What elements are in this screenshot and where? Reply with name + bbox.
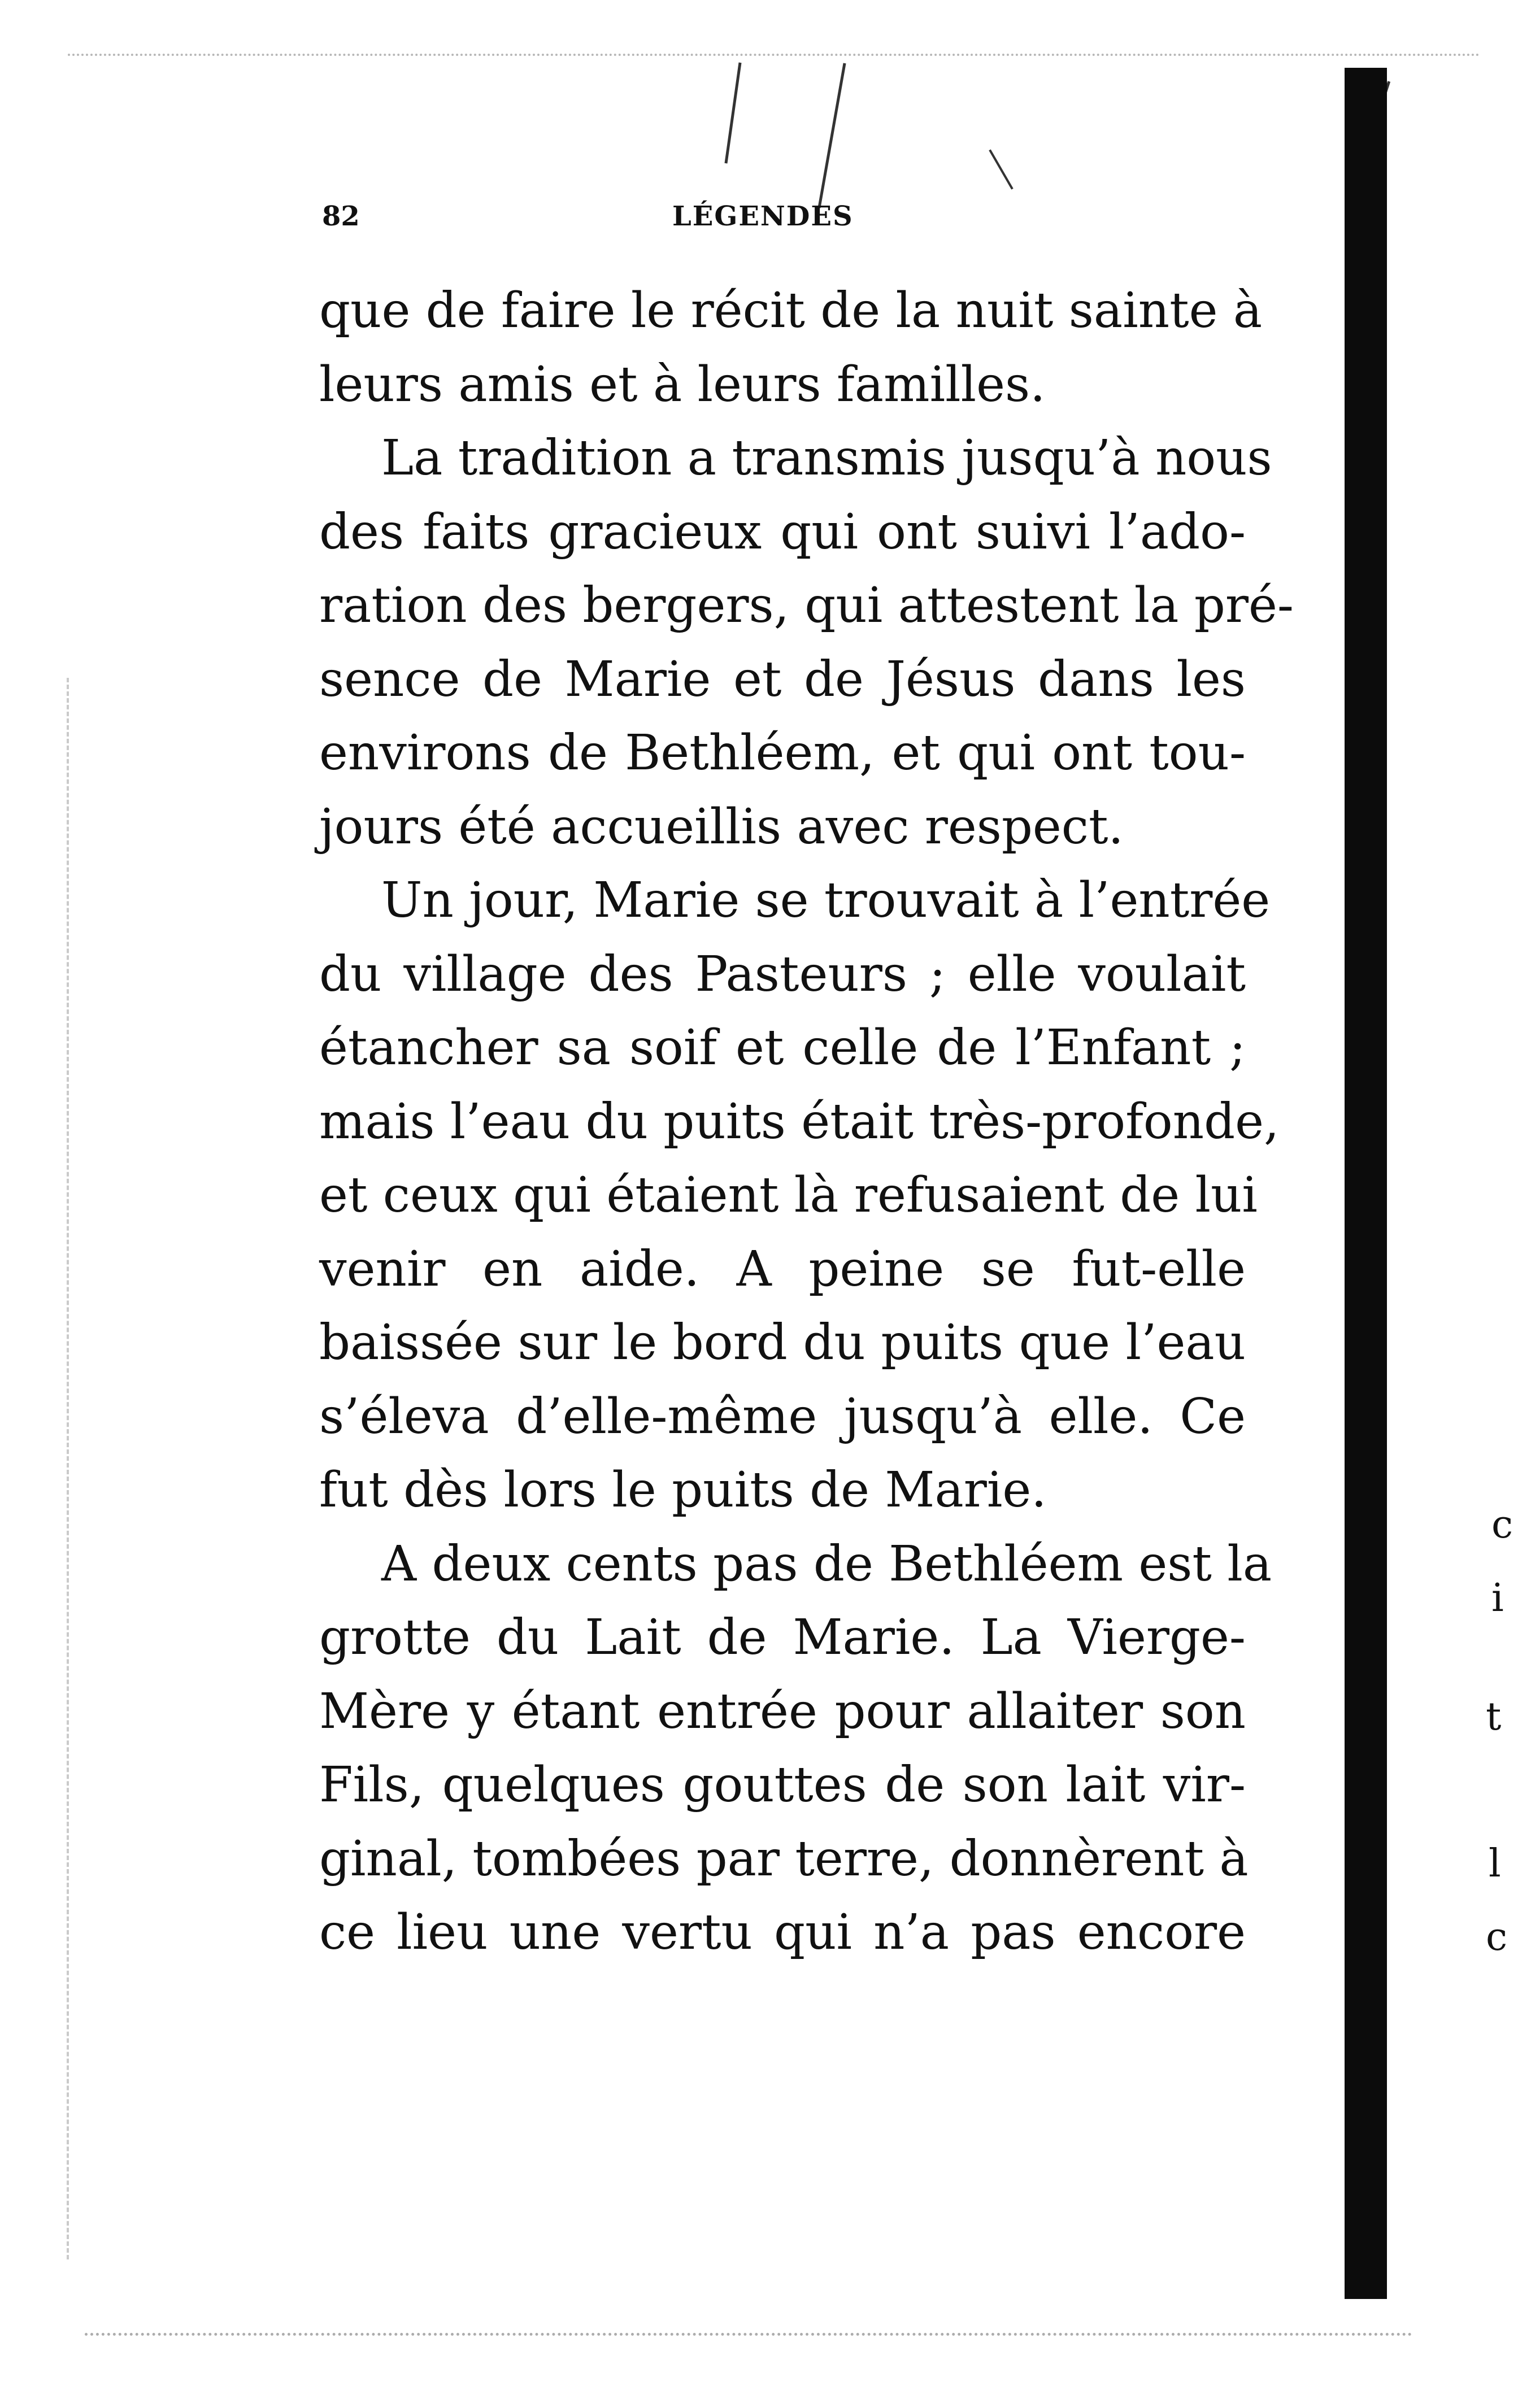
body-text: [319, 274, 1294, 1970]
scan-noise-bottom: [85, 2333, 1412, 2358]
facing-page-fragment: c: [1486, 1915, 1508, 1960]
text-line: du village des Pasteurs ; elle voulait: [319, 946, 1246, 1003]
page-number: 82: [322, 201, 360, 232]
facing-page-fragment: i: [1491, 1576, 1504, 1621]
text-line: A deux cents pas de Bethléem est la: [381, 1535, 1272, 1592]
text-line: mais l’eau du puits était très-profonde,: [319, 1093, 1280, 1150]
text-line: Fils, quelques gouttes de son lait vir-: [319, 1757, 1246, 1813]
binding-shadow: [1345, 68, 1387, 2299]
text-line: ce lieu une vertu qui n’a pas encore: [319, 1904, 1246, 1961]
facing-page-fragment: c: [1491, 1503, 1513, 1547]
text-line: La tradition a transmis jusqu’à nous: [381, 430, 1272, 486]
text-line: s’éleva d’elle-même jusqu’à elle. Ce: [319, 1388, 1246, 1445]
scan-noise-top: [68, 54, 1480, 90]
text-line: Un jour, Marie se trouvait à l’entrée: [381, 872, 1271, 929]
text-line: grotte du Lait de Marie. La Vierge-: [319, 1609, 1246, 1666]
text-line: que de faire le récit de la nuit sainte à: [319, 282, 1263, 339]
running-title: LÉGENDES: [672, 201, 854, 232]
text-line: fut dès lors le puits de Marie.: [319, 1462, 1047, 1518]
text-line: venir en aide. A peine se fut-elle: [319, 1240, 1246, 1297]
text-line: jours été accueillis avec respect.: [319, 798, 1124, 855]
text-line: étancher sa soif et celle de l’Enfant ;: [319, 1020, 1246, 1076]
text-line: et ceux qui étaient là refusaient de lui: [319, 1167, 1258, 1223]
text-line: ration des bergers, qui attestent la pré-: [319, 577, 1294, 634]
facing-page-fragment: t: [1486, 1695, 1502, 1739]
text-line: Mère y étant entrée pour allaiter son: [319, 1683, 1246, 1740]
facing-page-fragment: l: [1489, 1841, 1501, 1886]
text-line: sence de Marie et de Jésus dans les: [319, 651, 1246, 708]
text-line: leurs amis et à leurs familles.: [319, 356, 1046, 413]
text-line: baissée sur le bord du puits que l’eau: [319, 1314, 1246, 1371]
text-line: ginal, tombées par terre, donnèrent à: [319, 1830, 1249, 1887]
running-header: [322, 201, 921, 240]
text-line: environs de Bethléem, et qui ont tou-: [319, 725, 1246, 781]
scan-noise-left-edge: [67, 678, 75, 2259]
text-line: des faits gracieux qui ont suivi l’ado-: [319, 503, 1246, 560]
stray-pen-mark: [989, 149, 1013, 189]
